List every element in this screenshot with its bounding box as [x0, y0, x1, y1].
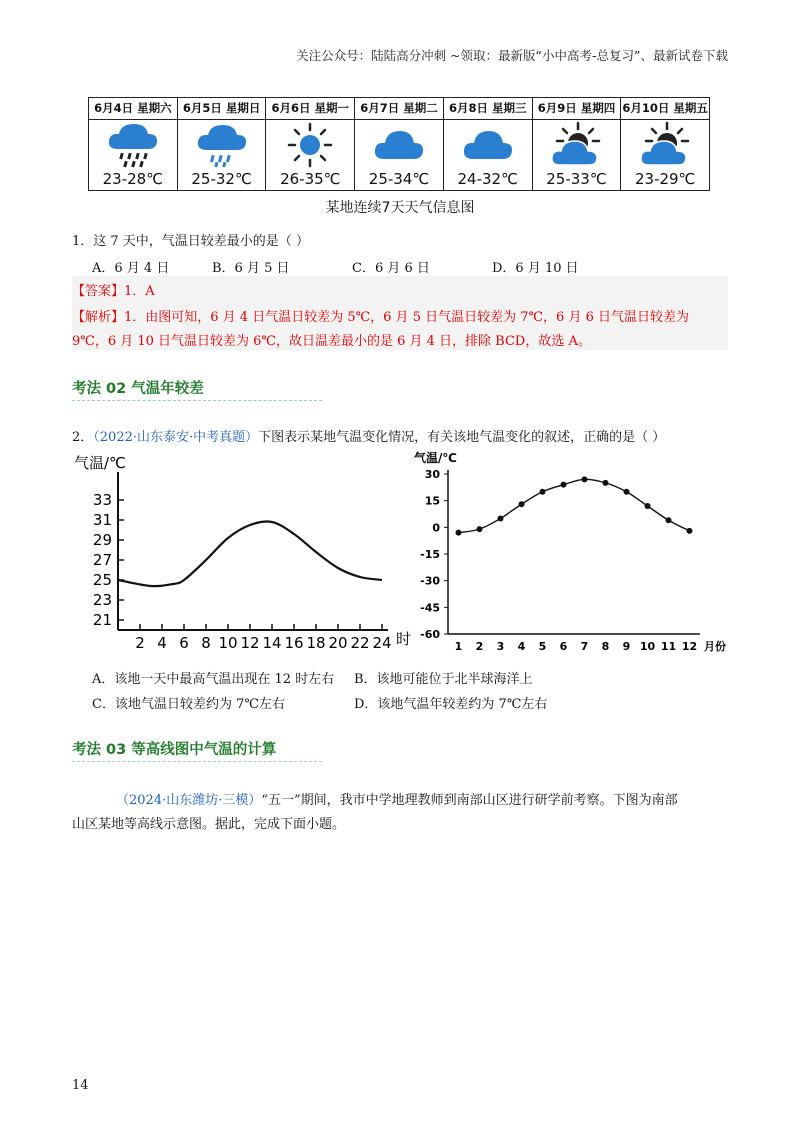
- x-tick-label: 10: [639, 640, 656, 653]
- cloud-icon: [444, 120, 532, 170]
- y-tick-label: 15: [424, 494, 440, 508]
- q1-analysis-line1: 【解析】1．由图可知，6 月 4 日气温日较差为 5℃，6 月 5 日气温日较差为 7℃，6 月 6 日气温日较差为: [72, 310, 689, 325]
- temperature-curve: [118, 521, 382, 586]
- y-tick-label: 30: [424, 468, 440, 481]
- answer-box: [72, 276, 728, 350]
- y-tick-label: -15: [420, 548, 440, 561]
- x-tick-label: 18: [306, 634, 326, 652]
- weather-day: [444, 98, 533, 190]
- weather-table: [88, 97, 710, 191]
- y-axis-label: 气温/℃: [74, 454, 126, 472]
- data-point: [456, 530, 462, 536]
- temperature-curve: [459, 479, 690, 532]
- y-tick-label: 31: [92, 511, 112, 529]
- y-tick-label: -60: [420, 628, 440, 641]
- q3-text: “五一”期间，我市中学地理教师到南部山区进行研学前考察。下图为南部: [261, 793, 678, 808]
- weather-temp: 23-28℃: [102, 170, 164, 188]
- q1-analysis-line2: 9℃，6 月 10 日气温日较差为 6℃，故日温差最小的是 6 月 4 日，排除 BCD，故选 A。: [72, 334, 591, 349]
- weather-day: [355, 98, 444, 190]
- q1-option-c: C．6 月 6 日: [352, 261, 430, 276]
- q2-option-b: B．该地可能位于北半球海洋上: [354, 672, 533, 687]
- daily-temperature-chart: [70, 450, 412, 652]
- weather-date: 6月4日 星期六: [89, 98, 177, 120]
- weather-temp: 25-32℃: [191, 170, 252, 188]
- q2-option-c: C．该地气温日较差约为 7℃左右: [92, 697, 285, 712]
- y-tick-label: 33: [92, 491, 112, 509]
- y-tick-label: 29: [92, 531, 112, 549]
- x-tick-label: 8: [201, 634, 211, 652]
- data-point: [624, 489, 630, 495]
- x-tick-label: 7: [580, 640, 589, 653]
- weather-date: 6月7日 星期二: [355, 98, 443, 120]
- weather-date: 6月9日 星期四: [533, 98, 621, 120]
- x-tick-label: 3: [496, 640, 505, 653]
- x-tick-label: 10: [218, 634, 238, 652]
- q2-option-d: D．该地气温年较差约为 7℃左右: [354, 697, 548, 712]
- x-tick-label: 20: [328, 634, 348, 652]
- q2-text: 下图表示某地气温变化情况，有关该地气温变化的叙述，正确的是（ ）: [258, 430, 666, 445]
- weather-day: [621, 98, 709, 190]
- weather-date: 6月6日 星期一: [266, 98, 354, 120]
- y-tick-label: 23: [92, 591, 112, 609]
- section-title-03: 考法 03 等高线图中气温的计算: [72, 742, 277, 758]
- sun-icon: [266, 120, 354, 170]
- q1-option-b: B．6 月 5 日: [212, 261, 290, 276]
- q3-source: （2024·山东潍坊·三模）: [116, 793, 262, 808]
- q3-line2: 山区某地等高线示意图。据此，完成下面小题。: [72, 817, 346, 832]
- weather-temp: 25-33℃: [546, 170, 607, 188]
- x-tick-label: 6: [179, 634, 189, 652]
- weather-date: 6月5日 星期日: [178, 98, 266, 120]
- q3-line1: [116, 789, 678, 808]
- x-tick-label: 2: [135, 634, 145, 652]
- x-tick-label: 11: [660, 640, 677, 653]
- x-tick-label: 22: [350, 634, 370, 652]
- x-tick-label: 4: [517, 640, 526, 653]
- x-tick-label: 2: [475, 640, 484, 653]
- q2-source: （2022·山东泰安·中考真题）: [93, 430, 259, 445]
- y-tick-label: 21: [92, 611, 112, 629]
- weather-temp: 26-35℃: [280, 170, 341, 188]
- section-divider: [72, 400, 322, 402]
- page-number: 14: [72, 1078, 89, 1093]
- x-axis-label: 时: [396, 630, 412, 648]
- weather-day: [178, 98, 267, 190]
- page-header: 关注公众号：陆陆高分冲刺 ~领取：最新版“小中高考-总复习”、最新试卷下载: [296, 48, 728, 63]
- q2-option-a: A．该地一天中最高气温出现在 12 时左右: [92, 672, 335, 687]
- q2-number: 2．: [72, 430, 94, 445]
- x-tick-label: 16: [284, 634, 304, 652]
- data-point: [540, 489, 546, 495]
- x-tick-label: 4: [157, 634, 167, 652]
- section-title-02: 考法 02 气温年较差: [72, 381, 204, 397]
- weather-temp: 24-32℃: [457, 170, 518, 188]
- data-point: [498, 515, 504, 521]
- x-tick-label: 12: [681, 640, 698, 653]
- x-tick-label: 6: [559, 640, 568, 653]
- cloud-icon: [355, 120, 443, 170]
- q1-option-d: D．6 月 10 日: [492, 261, 579, 276]
- weather-caption: 某地连续7天天气信息图: [325, 200, 475, 216]
- sun-cloud-icon: [533, 120, 621, 170]
- data-point: [666, 517, 672, 523]
- x-tick-label: 12: [240, 634, 260, 652]
- y-tick-label: 27: [92, 551, 112, 569]
- data-point: [477, 526, 483, 532]
- data-point: [582, 476, 588, 482]
- weather-day: [89, 98, 178, 190]
- x-tick-label: 24: [372, 634, 392, 652]
- x-axis-label: 月份: [704, 640, 726, 653]
- weather-day: [533, 98, 622, 190]
- x-tick-label: 5: [538, 640, 547, 653]
- x-tick-label: 8: [601, 640, 610, 653]
- data-point: [519, 501, 525, 507]
- cloud-rain-icon: [178, 120, 266, 170]
- sun-cloud-icon: [621, 120, 709, 170]
- weather-date: 6月10日 星期五: [621, 98, 709, 120]
- y-tick-label: -30: [420, 574, 440, 588]
- x-tick-label: 14: [262, 634, 282, 652]
- y-tick-label: -45: [420, 601, 440, 615]
- annual-temperature-chart: [408, 448, 730, 658]
- y-axis-label: 气温/℃: [414, 451, 457, 465]
- x-tick-label: 1: [454, 640, 463, 653]
- y-tick-label: 0: [432, 521, 440, 535]
- weather-temp: 23-29℃: [634, 170, 696, 188]
- weather-temp: 25-34℃: [368, 170, 430, 188]
- data-point: [603, 480, 609, 486]
- weather-date: 6月8日 星期三: [444, 98, 532, 120]
- q1-stem: 1．这 7 天中，气温日较差最小的是（ ）: [72, 234, 309, 249]
- data-point: [687, 528, 693, 534]
- weather-day: [266, 98, 355, 190]
- q2-stem: [72, 426, 665, 445]
- cloud-rain-heavy-icon: [89, 120, 177, 170]
- q1-option-a: A．6 月 4 日: [92, 261, 170, 276]
- y-tick-label: 25: [92, 571, 112, 589]
- q1-answer: 【答案】1．A: [72, 284, 155, 299]
- x-tick-label: 9: [622, 640, 631, 653]
- section-divider: [72, 761, 322, 763]
- data-point: [561, 482, 567, 488]
- data-point: [645, 503, 651, 509]
